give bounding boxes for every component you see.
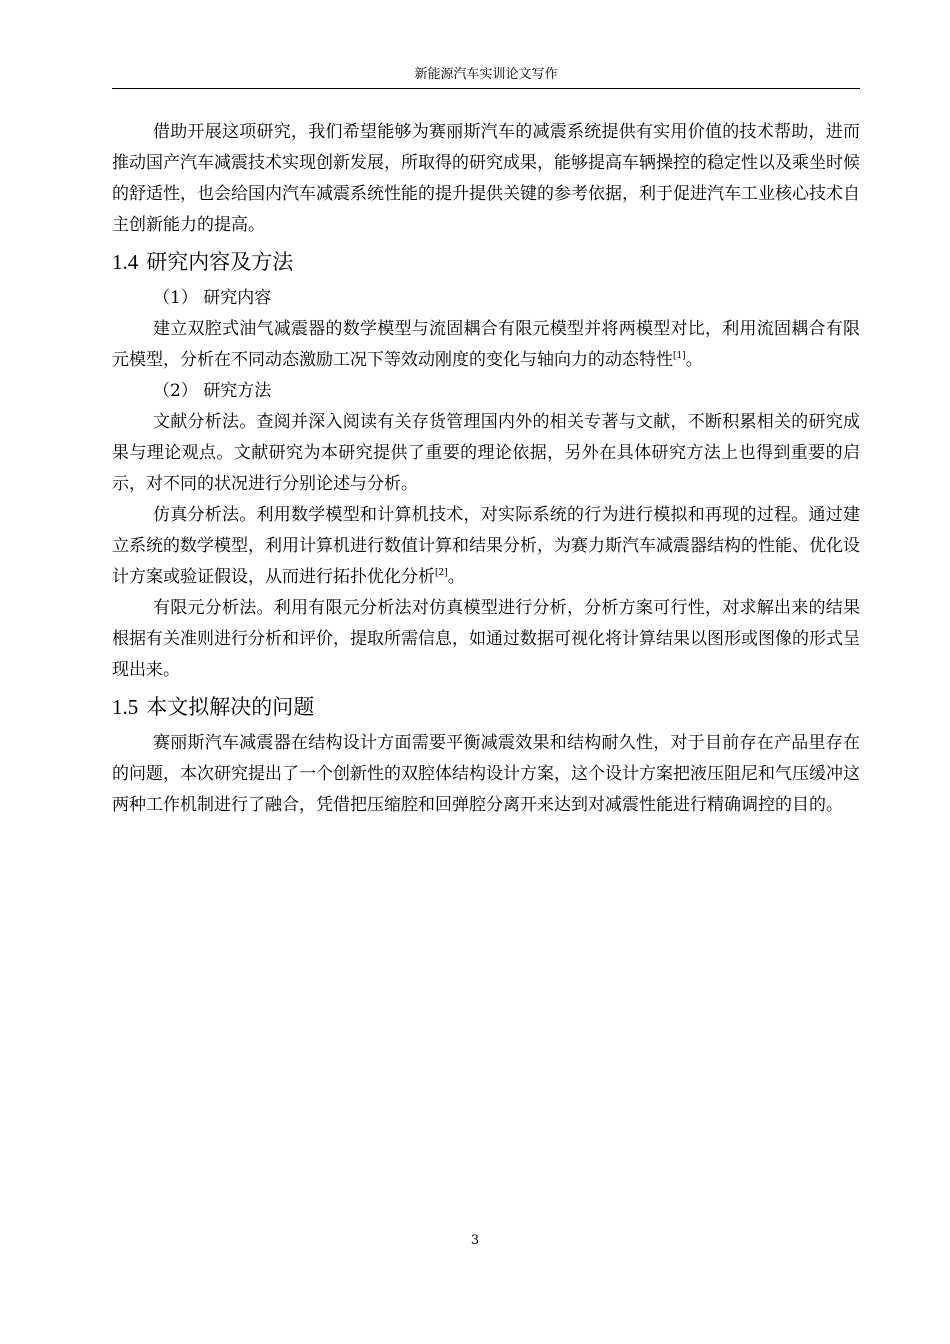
section-heading-1-4 bbox=[112, 247, 860, 277]
running-header: 新能源汽车实训论文写作 bbox=[414, 67, 558, 82]
subsection-label-method: （2） 研究方法 bbox=[153, 381, 272, 401]
section-number: 1.5 bbox=[112, 695, 139, 719]
method-simulation-paragraph bbox=[112, 500, 860, 593]
citation-ref: [2] bbox=[435, 568, 448, 578]
page-body bbox=[112, 117, 860, 821]
section-heading-1-5 bbox=[112, 692, 860, 722]
header-divider bbox=[112, 88, 860, 89]
method-literature-paragraph: 文献分析法。查阅并深入阅读有关存货管理国内外的相关专著与文献，不断积累相关的研究成果与理论观点。文献研究为本研究提供了重要的理论依据，另外在具体研究方法上也得到重要的启示，对不同的状况进行分别论述与分析。 bbox=[112, 412, 860, 494]
section-number: 1.4 bbox=[112, 250, 139, 274]
section-title: 本文拟解决的问题 bbox=[146, 695, 315, 719]
section-title: 研究内容及方法 bbox=[146, 250, 294, 274]
research-content-text: 建立双腔式油气减震器的数学模型与流固耦合有限元模型并将两模型对比，利用流固耦合有限元模型，分析在不同动态激励工况下等效动刚度的变化与轴向力的动态特性 bbox=[112, 319, 860, 370]
sentence-end: 。 bbox=[685, 350, 703, 370]
citation-ref: [1] bbox=[673, 351, 686, 361]
method-fea-paragraph: 有限元分析法。利用有限元分析法对仿真模型进行分析，分析方案可行性，对求解出来的结果根据有关准则进行分析和评价，提取所需信息，如通过数据可视化将计算结果以图形或图像的形式呈现出来。 bbox=[112, 598, 860, 680]
research-content-paragraph bbox=[112, 314, 860, 376]
subsection-label-content: （1） 研究内容 bbox=[153, 288, 272, 308]
intro-paragraph: 借助开展这项研究，我们希望能够为赛丽斯汽车的减震系统提供有实用价值的技术帮助，进而推动国产汽车减震技术实现创新发展，所取得的研究成果，能够提高车辆操控的稳定性以及乘坐时候的舒适性，也会给国内汽车减震系统性能的提升提供关键的参考依据，利于促进汽车工业核心技术自主创新能力的提高。 bbox=[112, 122, 860, 235]
sentence-end: 。 bbox=[447, 567, 465, 587]
page-number: 3 bbox=[470, 1233, 480, 1248]
problem-paragraph: 赛丽斯汽车减震器在结构设计方面需要平衡减震效果和结构耐久性，对于目前存在产品里存在的问题，本次研究提出了一个创新性的双腔体结构设计方案，这个设计方案把液压阻尼和气压缓冲这两种工作机制进行了融合，凭借把压缩腔和回弹腔分离开来达到对减震性能进行精确调控的目的。 bbox=[112, 733, 860, 815]
method-simulation-text: 仿真分析法。利用数学模型和计算机技术，对实际系统的行为进行模拟和再现的过程。通过建立系统的数学模型，利用计算机进行数值计算和结果分析，为赛力斯汽车减震器结构的性能、优化设计方案或验证假设，从而进行拓扑优化分析 bbox=[112, 505, 860, 587]
